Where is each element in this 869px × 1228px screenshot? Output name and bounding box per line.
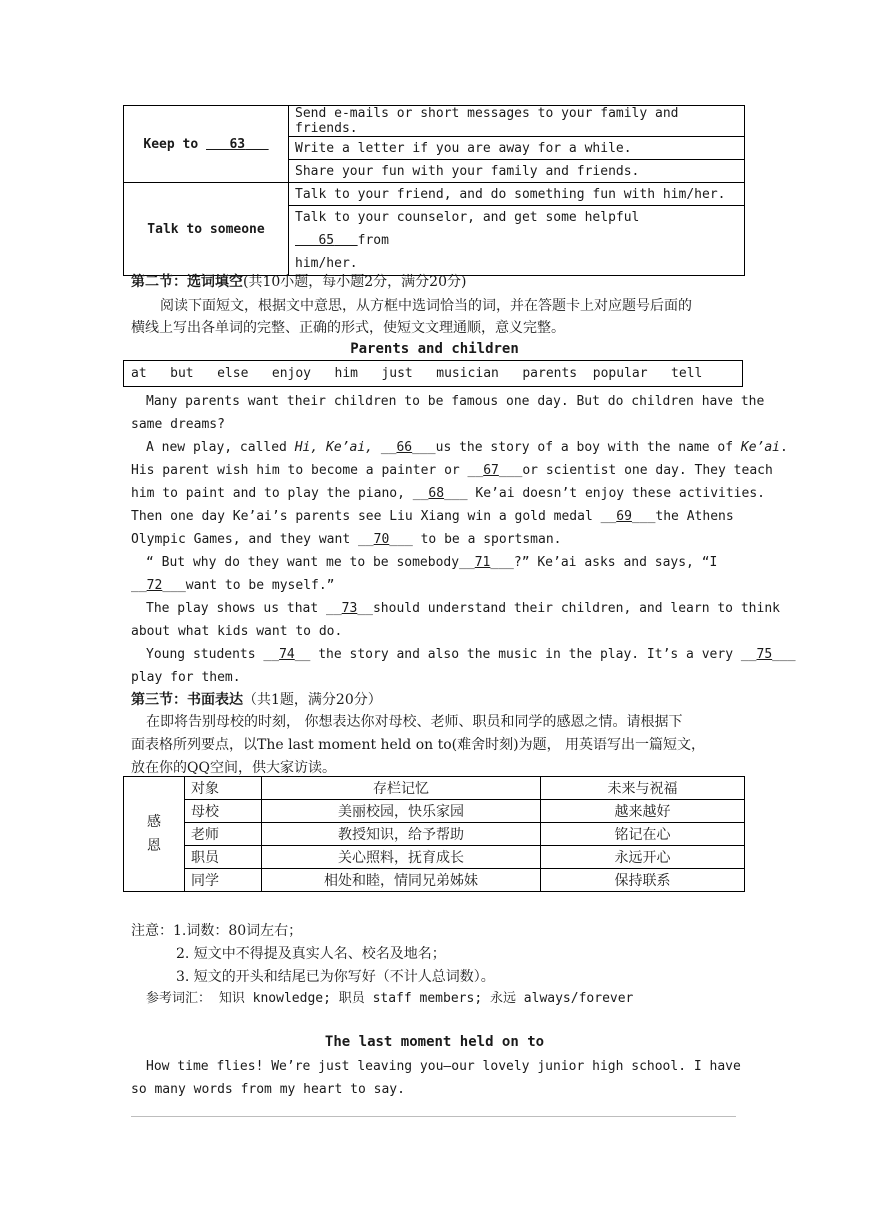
keep-row-2: Write a letter if you are away for a while. [289,137,745,160]
row-classmate-wish: 保持联系 [541,869,745,892]
row-classmate-memory: 相处和睦，情同兄弟姊妹 [262,869,541,892]
top-table [123,105,745,276]
row-school-object: 母校 [185,800,262,823]
passage-line-1: Many parents want their children to be famous one day. But do children have the [146,394,765,409]
header-memory: 存栏记忆 [262,777,541,800]
passage-line-13: play for them. [131,670,241,685]
talk-label: Talk to someone [124,183,289,276]
passage-line-11: about what kids want to do. [131,624,343,639]
row-staff-wish: 永远开心 [541,846,745,869]
passage-line-9: __72___want to be myself.” [131,578,335,593]
section3-prompt-3: 放在你的QQ空间，供大家访读。 [131,760,336,776]
blank-66: 66 [396,440,413,455]
section2-instructions-1: 阅读下面短文，根据文中意思，从方框中选词恰当的词，并在答题卡上对应题号后面的 [160,298,692,314]
passage-line-8: “ But why do they want me to be somebody__71___?” Ke’ai asks and says, “I [146,555,718,570]
section2-heading: 第二节：选词填空(共10小题，每小题2分，满分20分) [131,274,467,290]
blank-69: 69 [616,509,632,524]
blank-68: 68 [428,486,445,501]
blank-70: 70 [373,532,390,547]
note-3: 3. 短文的开头和结尾已为你写好（不计人总词数）。 [176,969,495,985]
header-wishes: 未来与祝福 [541,777,745,800]
row-teacher-wish: 铭记在心 [541,823,745,846]
blank-67: 67 [483,463,499,478]
passage-line-4: His parent wish him to become a painter or __67___or scientist one day. They teach [131,463,773,478]
header-object: 对象 [185,777,262,800]
blank-75: 75 [756,647,773,662]
blank-72: 72 [146,578,163,593]
keep-to-cell [124,106,289,183]
essay-line-1: How time flies! We’re just leaving you—our lovely junior high school. I have [146,1059,741,1074]
passage-line-6: Then one day Ke’ai’s parents see Liu Xiang win a gold medal __69___the Athens [131,509,734,524]
section3-prompt-1: 在即将告别母校的时刻， 你想表达你对母校、老师、职员和同学的感恩之情。请根据下 [146,714,683,730]
passage-line-7: Olympic Games, and they want __70___ to be a sportsman. [131,532,562,547]
row-classmate-object: 同学 [185,869,262,892]
word-box: at but else enjoy him just musician parents popular tell [123,360,743,387]
row-school-wish: 越来越好 [541,800,745,823]
keep-to-label: Keep to [143,136,206,152]
vocab-reference: 参考词汇： 知识 knowledge; 职员 staff members; 永远 always/forever [146,991,634,1006]
keep-row-1: Send e-mails or short messages to your family and friends. [289,106,745,137]
blank-65: 65 [318,233,335,248]
blank-73: 73 [341,601,358,616]
writing-line [131,1116,736,1117]
row-staff-object: 职员 [185,846,262,869]
blank-74: 74 [279,647,295,662]
essay-line-2: so many words from my heart to say. [131,1082,405,1097]
row-teacher-object: 老师 [185,823,262,846]
keep-row-3: Share your fun with your family and friends. [289,160,745,183]
talk-row-2: Talk to your counselor, and get some helpful 65 from him/her. [289,206,745,276]
row-staff-memory: 关心照料，抚育成长 [262,846,541,869]
essay-title: The last moment held on to [324,1034,545,1050]
passage-line-2: same dreams? [131,417,225,432]
section3-heading: 第三节：书面表达（共1题，满分20分） [131,692,382,708]
blank-63: 63 [229,136,246,152]
talk-row-1: Talk to your friend, and do something fun with him/her. [289,183,745,206]
note-2: 2. 短文中不得提及真实人名、校名及地名； [176,946,446,962]
passage-line-3: A new play, called Hi, Ke’ai, __66___us the story of a boy with the name of Ke’ai. [146,440,788,455]
passage-line-10: The play shows us that __73__should understand their children, and learn to think [146,601,780,616]
blank-71: 71 [474,555,491,570]
gratitude-table [123,776,745,892]
note-1: 注意：1.词数：80词左右； [131,923,303,939]
row-school-memory: 美丽校园，快乐家园 [262,800,541,823]
section2-instructions-2: 横线上写出各单词的完整、正确的形式，使短文文理通顺，意义完整。 [131,320,565,336]
passage-line-5: him to paint and to play the piano, __68___ Ke’ai doesn’t enjoy these activities. [131,486,765,501]
passage-line-12: Young students __74__ the story and also the music in the play. It’s a very __75___ [146,647,796,662]
gratitude-side-label: 感 恩 [124,777,185,892]
passage-title: Parents and children [350,341,519,357]
section3-prompt-2: 面表格所列要点，以The last moment held on to(难舍时刻)为题， 用英语写出一篇短文， [131,737,706,753]
row-teacher-memory: 教授知识，给予帮助 [262,823,541,846]
